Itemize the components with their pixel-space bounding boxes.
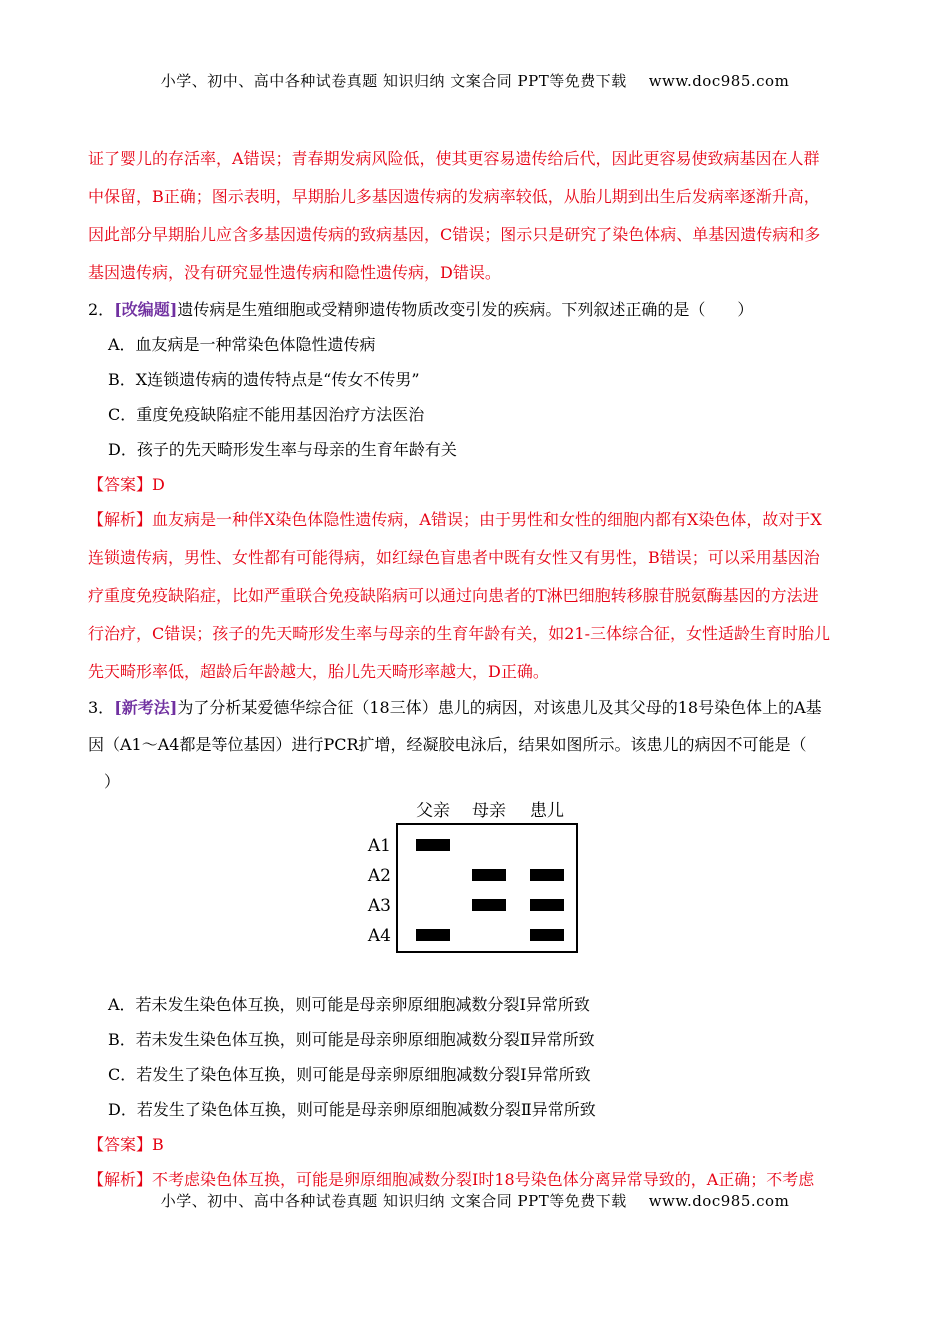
q3-stem-text-1: 为了分析某爱德华综合征（18三体）患儿的病因，对该患儿及其父母的18号染色体上的A基 xyxy=(177,698,822,717)
footer-text: 小学、初中、高中各种试卷真题 知识归纳 文案合同 PPT等免费下载 xyxy=(160,1192,627,1210)
gel-band xyxy=(472,899,506,911)
q2-analysis-line-2: 连锁遗传病，男性、女性都有可能得病，如红绿色盲患者中既有女性又有男性，B错误；可以采用基因治 xyxy=(88,548,820,567)
q3-stem-line-2: 因（A1～A4都是等位基因）进行PCR扩增，经凝胶电泳后，结果如图所示。该患儿的病因不可能是（ xyxy=(88,735,807,754)
q2-analysis-line-3: 疗重度免疫缺陷症，比如严重联合免疫缺陷病可以通过向患者的T淋巴细胞转移腺苷脱氨酶基因的方法进 xyxy=(88,586,819,605)
q2-answer-label: 【答案】 xyxy=(88,475,153,494)
q3-option-a: A．若未发生染色体互换，则可能是母亲卵原细胞减数分裂Ⅰ异常所致 xyxy=(108,995,590,1014)
q2-option-b: B．X连锁遗传病的遗传特点是“传女不传男” xyxy=(108,370,420,389)
page-header xyxy=(0,70,950,91)
q2-analysis-text-1: 血友病是一种伴X染色体隐性遗传病，A错误；由于男性和女性的细胞内都有X染色体，故对于X xyxy=(152,510,822,529)
q2-answer-value: D xyxy=(152,475,165,494)
footer-url[interactable]: www.doc985.com xyxy=(648,1192,790,1210)
q3-answer-label: 【答案】 xyxy=(88,1135,153,1154)
q2-analysis-line-4: 行治疗，C错误；孩子的先天畸形发生率与母亲的生育年龄有关，如21-三体综合征，女性适龄生育时胎儿 xyxy=(88,624,831,643)
q2-number: 2． xyxy=(88,300,115,319)
q3-option-b: B．若未发生染色体互换，则可能是母亲卵原细胞减数分裂Ⅱ异常所致 xyxy=(108,1030,595,1049)
gel-band xyxy=(530,869,564,881)
gel-column-label: 母亲 xyxy=(472,801,506,821)
gel-band xyxy=(416,839,450,851)
gel-row-label: A1 xyxy=(367,836,391,856)
q3-answer-value: B xyxy=(152,1135,164,1154)
prev-explanation-line-2: 中保留，B正确；图示表明，早期胎儿多基因遗传病的发病率较低，从胎儿期到出生后发病率逐渐升高， xyxy=(88,187,820,206)
header-text: 小学、初中、高中各种试卷真题 知识归纳 文案合同 PPT等免费下载 xyxy=(160,72,627,90)
q2-option-a: A．血友病是一种常染色体隐性遗传病 xyxy=(108,335,376,354)
page-footer xyxy=(0,1190,950,1211)
gel-band xyxy=(472,869,506,881)
q3-stem-line-3: ） xyxy=(104,772,121,791)
gel-row-label: A2 xyxy=(367,866,391,886)
q3-analysis-label: 【解析】 xyxy=(88,1170,153,1189)
q2-option-c: C．重度免疫缺陷症不能用基因治疗方法医治 xyxy=(108,405,425,424)
gel-band xyxy=(416,929,450,941)
q2-answer xyxy=(88,472,868,495)
header-url[interactable]: www.doc985.com xyxy=(648,72,790,90)
q2-tag: [改编题] xyxy=(114,300,178,319)
q2-analysis-label: 【解析】 xyxy=(88,510,153,529)
gel-column-label: 父亲 xyxy=(416,801,450,821)
gel-electrophoresis-figure xyxy=(355,800,595,960)
gel-band xyxy=(530,929,564,941)
q3-tag: [新考法] xyxy=(114,698,178,717)
gel-row-label: A4 xyxy=(367,926,391,946)
q3-option-c: C．若发生了染色体互换，则可能是母亲卵原细胞减数分裂Ⅰ异常所致 xyxy=(108,1065,591,1084)
q3-number: 3． xyxy=(88,698,115,717)
prev-explanation-line-4: 基因遗传病，没有研究显性遗传病和隐性遗传病，D错误。 xyxy=(88,263,501,282)
gel-row-label: A3 xyxy=(367,896,391,916)
q3-stem-line-1 xyxy=(88,695,868,718)
gel-band xyxy=(530,899,564,911)
q3-option-d: D．若发生了染色体互换，则可能是母亲卵原细胞减数分裂Ⅱ异常所致 xyxy=(108,1100,596,1119)
q2-analysis-line-1 xyxy=(88,507,868,530)
q3-answer xyxy=(88,1132,868,1155)
q2-stem-text: 遗传病是生殖细胞或受精卵遗传物质改变引发的疾病。下列叙述正确的是（ ） xyxy=(177,300,754,319)
gel-column-label: 患儿 xyxy=(530,801,564,821)
prev-explanation-line-3: 因此部分早期胎儿应含多基因遗传病的致病基因，C错误；图示只是研究了染色体病、单基因遗传病和多 xyxy=(88,225,821,244)
q2-option-d: D．孩子的先天畸形发生率与母亲的生育年龄有关 xyxy=(108,440,457,459)
q2-stem xyxy=(88,297,868,320)
prev-explanation-line-1: 证了婴儿的存活率，A错误；青春期发病风险低，使其更容易遗传给后代，因此更容易使致病基因在人群 xyxy=(88,149,820,168)
q3-analysis-line-1 xyxy=(88,1167,868,1190)
q3-analysis-text-1: 不考虑染色体互换，可能是卵原细胞减数分裂Ⅰ时18号染色体分离异常导致的，A正确；不考虑 xyxy=(152,1170,815,1189)
q2-analysis-line-5: 先天畸形率低，超龄后年龄越大，胎儿先天畸形率越大，D正确。 xyxy=(88,662,549,681)
